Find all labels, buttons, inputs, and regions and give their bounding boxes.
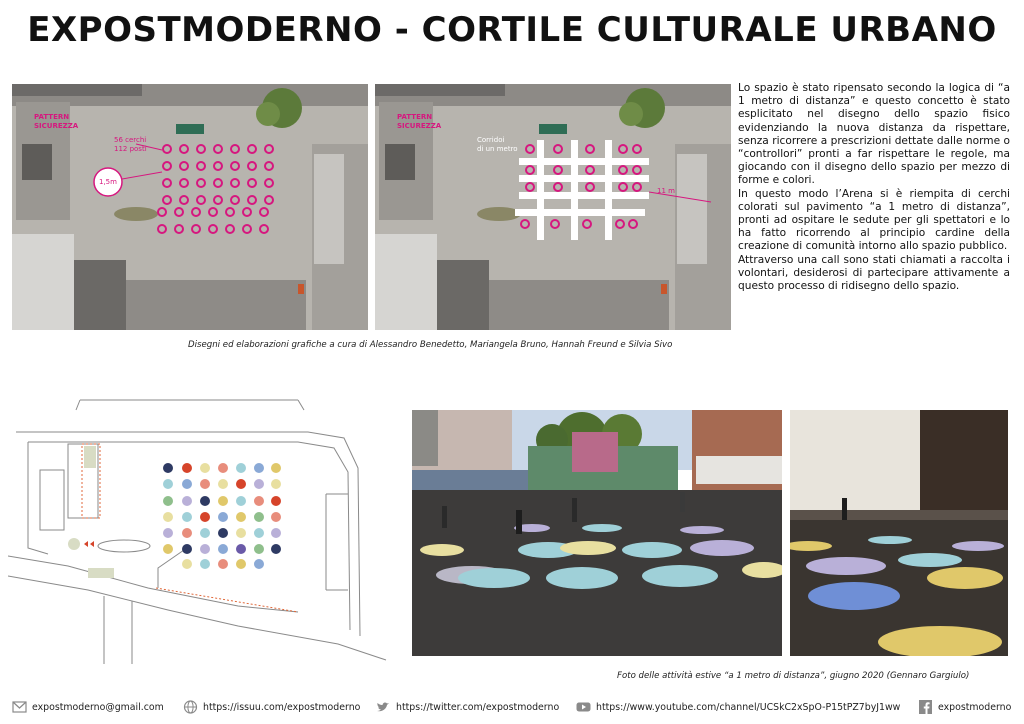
- footer-twitter[interactable]: [376, 700, 559, 714]
- footer-youtube[interactable]: [576, 700, 900, 714]
- caption-photos: Foto delle attività estive “a 1 metro di distanza”, giugno 2020 (Gennaro Gargiulo): [617, 671, 970, 681]
- photo-arena-night: [790, 410, 1008, 656]
- footer-issuu[interactable]: [183, 700, 360, 714]
- aerial-view-circles: [12, 84, 368, 330]
- pattern-label: PATTERN SICUREZZA: [34, 113, 79, 130]
- footer-contacts: [0, 696, 1024, 720]
- paragraph: In questo modo l’Arena si è riempita di cerchi colorati sul pavimento “a 1 metro di distanza”, pronti ad ospitare le sedute per gli spettatori e lo ha fatto ricorrendo al principio cardine della creazione di comunità intorno allo spazio pubblico.: [738, 187, 1010, 253]
- description-text: [738, 82, 1010, 293]
- facebook-link: expostmoderno: [938, 701, 1012, 713]
- facebook-icon: [918, 700, 933, 714]
- globe-icon: [183, 700, 198, 714]
- paragraph: Attraverso una call sono stati chiamati a raccolta i volontari, desiderosi di partecipare attivamente a questo processo di ridisegno dello spazio.: [738, 253, 1010, 293]
- footer-facebook[interactable]: [918, 700, 1011, 714]
- caption-drawings: Disegni ed elaborazioni grafiche a cura di Alessandro Benedetto, Mariangela Bruno, Hannah Freund e Silvia Sivo: [188, 340, 673, 350]
- photo-volunteers-day: [412, 410, 782, 656]
- aerial-view-corridors: [375, 84, 731, 330]
- twitter-icon: [376, 700, 391, 714]
- issuu-link: https://issuu.com/expostmoderno: [203, 701, 361, 713]
- youtube-icon: [576, 700, 591, 714]
- twitter-link: https://twitter.com/expostmoderno: [396, 701, 560, 713]
- page-title: EXPOSTMODERNO - CORTILE CULTURALE URBANO: [27, 10, 997, 50]
- paragraph: Lo spazio è stato ripensato secondo la logica di “a 1 metro di distanza” e questo concetto è stato esplicitato nel disegno dello spazio fisico evidenziando la nuova distanza da rispettare, senza ricorrere a prescrizioni dettate dalle norme o “controllori” pronti a far rispettare le regole, ma giocando con il disegno dello spazio per mezzo di forme e colori.: [738, 82, 1010, 187]
- pattern-label: PATTERN SICUREZZA: [397, 113, 442, 130]
- corridor-label: Corridoi di un metro: [477, 136, 518, 153]
- footer-email[interactable]: [12, 700, 164, 714]
- colored-circles-pattern: [163, 463, 281, 569]
- count-label: 56 cerchi 112 posti: [114, 136, 147, 153]
- mail-icon: [12, 700, 27, 714]
- youtube-link: https://www.youtube.com/channel/UCSkC2xSpO-P15tPZ7byJ1ww: [596, 701, 901, 713]
- distance-label: 1,5m: [99, 178, 117, 186]
- site-plan-drawing: [8, 398, 388, 664]
- width-label: 11 m: [657, 187, 675, 195]
- email-text: expostmoderno@gmail.com: [32, 701, 164, 713]
